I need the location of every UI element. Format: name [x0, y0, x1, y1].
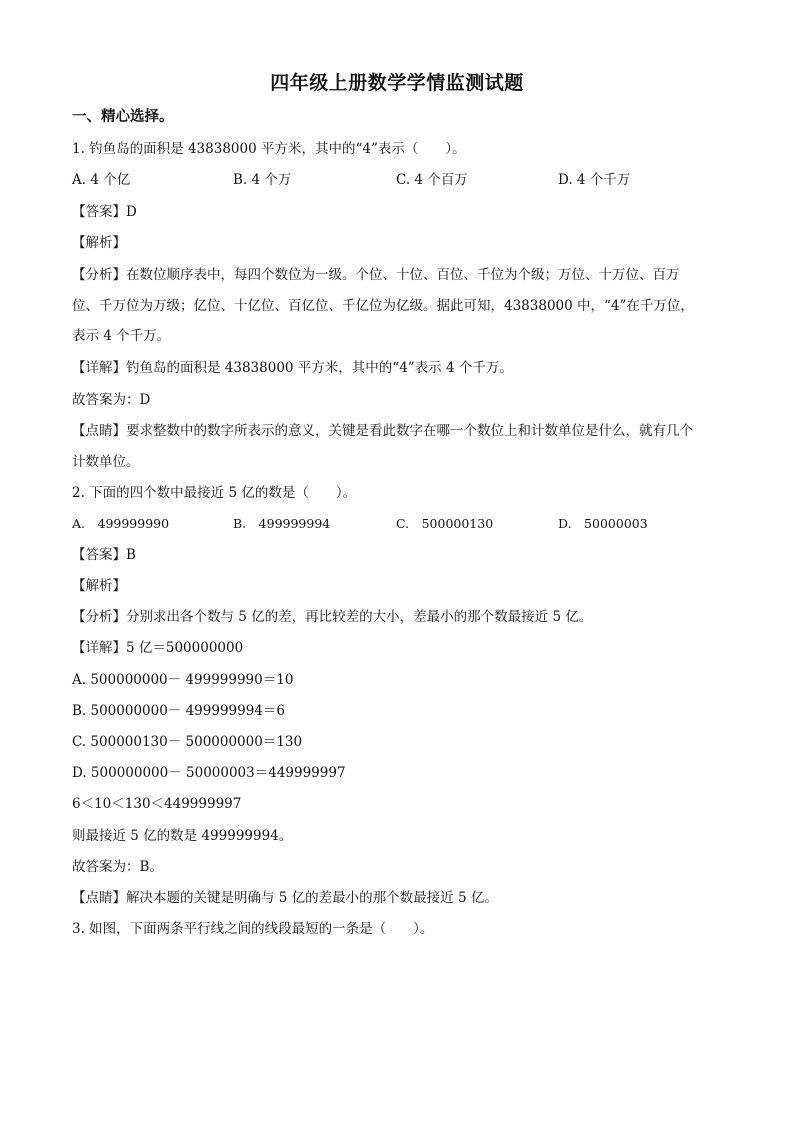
q2-fenxi: 【分析】分别求出各个数与 5 亿的差，再比较差的大小，差最小的那个数最接近 5 亿。 [72, 609, 593, 625]
q2-option-c: C. 500000130 [396, 516, 494, 531]
q2-dianjing: 【点睛】解决本题的关键是明确与 5 亿的差最小的那个数最接近 5 亿。 [72, 890, 498, 906]
q3-stem: 3. 如图，下面两条平行线之间的线段最短的一条是（ ）。 [72, 921, 434, 937]
q1-option-b: B. 4 个万 [233, 172, 292, 188]
page-title: 四年级上册数学学情监测试题 [270, 72, 524, 94]
q2-option-a: A. 499999990 [72, 516, 170, 531]
q2-option-d: D. 50000003 [558, 516, 648, 531]
q2-option-b: B. 499999994 [233, 516, 331, 531]
q1-dianjing-line-1: 【点睛】要求整数中的数字所表示的意义，关键是看此数字在哪一个数位上和计数单位是什么，就有几个 [72, 423, 693, 439]
section-heading: 一、精心选择。 [72, 108, 174, 125]
q1-fenxi-line-1: 【分析】在数位顺序表中，每四个数位为一级。个位、十位、百位、千位为个级；万位、十万位、百万 [72, 267, 680, 283]
q1-option-d: D. 4 个千万 [558, 172, 631, 188]
q1-dianjing-line-2: 计数单位。 [72, 454, 140, 470]
q2-calc-b: B. 500000000－ 499999994＝6 [72, 703, 285, 719]
q2-conclusion: 故答案为：B。 [72, 859, 163, 875]
q1-option-a: A. 4 个亿 [72, 172, 131, 188]
q2-calc-c: C. 500000130－ 500000000＝130 [72, 734, 303, 750]
q2-detail: 【详解】5 亿＝500000000 [72, 640, 244, 656]
q1-stem: 1. 钓鱼岛的面积是 43838000 平方米，其中的“4”表示（ ）。 [72, 141, 466, 157]
q2-answer: 【答案】B [72, 547, 136, 563]
q2-compare: 6＜10＜130＜449999997 [72, 796, 242, 812]
q1-option-c: C. 4 个百万 [396, 172, 468, 188]
q1-fenxi-line-2: 位、千万位为万级；亿位、十亿位、百亿位、千亿位为亿级。据此可知，43838000 中，“4”在千万位， [72, 298, 694, 314]
q1-detail: 【详解】钓鱼岛的面积是 43838000 平方米，其中的“4”表示 4 个千万。 [72, 360, 513, 376]
q2-calc-d: D. 500000000－ 50000003＝449999997 [72, 765, 346, 781]
q2-closest: 则最接近 5 亿的数是 499999994。 [72, 828, 293, 844]
q1-analysis-label: 【解析】 [72, 235, 126, 251]
q1-answer: 【答案】D [72, 204, 137, 220]
q1-fenxi-line-3: 表示 4 个千万。 [72, 328, 171, 344]
q2-stem: 2. 下面的四个数中最接近 5 亿的数是（ ）。 [72, 485, 357, 501]
q1-conclusion: 故答案为：D [72, 392, 151, 408]
q2-analysis-label: 【解析】 [72, 578, 126, 594]
q2-calc-a: A. 500000000－ 499999990＝10 [72, 672, 294, 688]
